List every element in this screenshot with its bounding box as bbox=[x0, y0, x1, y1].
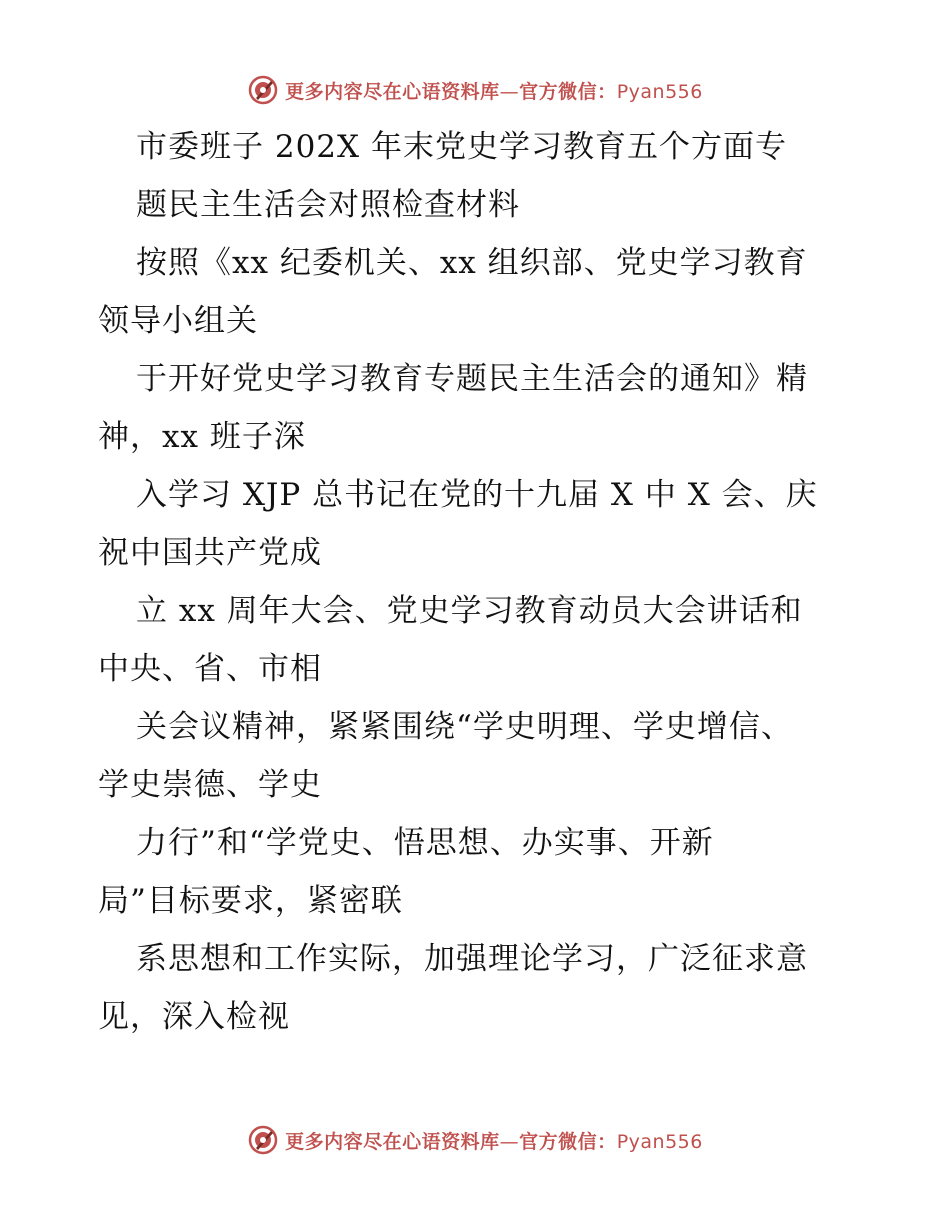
watermark-label: 官方微信： bbox=[519, 1130, 617, 1153]
watermark-text bbox=[285, 1127, 703, 1154]
text-line: 力行”和“学党史、悟思想、办实事、开新 bbox=[136, 825, 714, 861]
watermark-id: Pyan556 bbox=[616, 80, 703, 103]
text-line: 局”目标要求，紧密联 bbox=[98, 883, 403, 919]
text-line: 领导小组关 bbox=[98, 303, 258, 339]
quill-seal-icon bbox=[247, 1124, 279, 1156]
watermark-dash: — bbox=[499, 80, 520, 103]
watermark-brand: 更多内容尽在心语资料库 bbox=[285, 80, 500, 103]
watermark-text bbox=[285, 77, 703, 104]
watermark-label: 官方微信： bbox=[519, 80, 617, 103]
text-line: 见，深入检视 bbox=[98, 999, 290, 1035]
quill-seal-icon bbox=[247, 74, 279, 106]
watermark-dash: — bbox=[499, 1130, 520, 1153]
text-line: 神，xx 班子深 bbox=[98, 419, 306, 455]
watermark-id: Pyan556 bbox=[616, 1130, 703, 1153]
text-line: 祝中国共产党成 bbox=[98, 535, 322, 571]
text-line: 题民主生活会对照检查材料 bbox=[136, 187, 520, 223]
text-line: 按照《xx 纪委机关、xx 组织部、党史学习教育 bbox=[136, 245, 808, 281]
text-line: 立 xx 周年大会、党史学习教育动员大会讲话和 bbox=[136, 593, 803, 629]
text-line: 于开好党史学习教育专题民主生活会的通知》精 bbox=[136, 361, 808, 397]
text-line: 市委班子 202X 年末党史学习教育五个方面专 bbox=[136, 129, 787, 165]
footer-watermark bbox=[0, 1120, 950, 1160]
text-line: 关会议精神，紧紧围绕“学史明理、学史增信、 bbox=[136, 709, 793, 745]
watermark-brand: 更多内容尽在心语资料库 bbox=[285, 1130, 500, 1153]
text-line: 入学习 XJP 总书记在党的十九届 X 中 X 会、庆 bbox=[136, 477, 818, 513]
text-line: 中央、省、市相 bbox=[98, 651, 322, 687]
header-watermark bbox=[0, 70, 950, 110]
document-body bbox=[98, 118, 858, 1046]
text-line: 系思想和工作实际，加强理论学习，广泛征求意 bbox=[136, 941, 808, 977]
text-line: 学史崇德、学史 bbox=[98, 767, 322, 803]
